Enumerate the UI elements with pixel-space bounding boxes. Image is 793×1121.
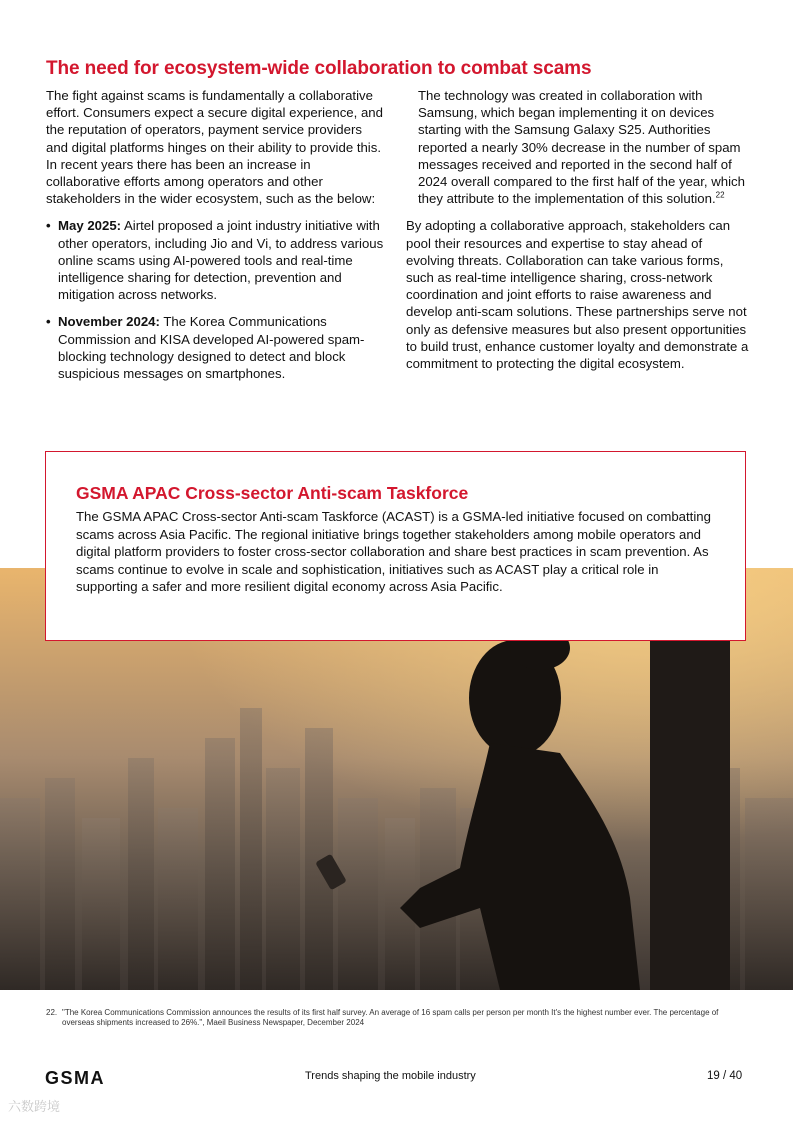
bullet-text: Airtel proposed a joint industry initiative with other operators, including Jio and Vi, to address various online scams using AI-powered tools and real-time intelligence sharing for detection, prevention and mitigation across networks.	[58, 218, 384, 303]
gsma-logo[interactable]: GSMA	[45, 1068, 105, 1088]
bullet-text: The Korea Communications Commission and KISA developed AI-powered spam-blocking technology designed to detect and block suspicious messages on smartphones.	[58, 314, 365, 382]
window-frame	[650, 638, 730, 990]
left-column	[46, 87, 386, 392]
footnote-text: "The Korea Communications Commission announces the results of its first half survey. An average of 16 spam calls per person per month It's the highest number ever. The percentage of overseas shipments increased to 26%.", Maeil Business Newspaper, December 2024	[62, 1008, 719, 1027]
footnote-number: 22.	[46, 1008, 58, 1017]
taskforce-callout-box	[45, 451, 746, 641]
continuation-text: The technology was created in collaboration with Samsung, which began implementing it on devices starting with the Samsung Galaxy S25. Authorities reported a nearly 30% decrease in the number of spam messages received and reported in the second half of 2024 overall compared to the first half of the year, which they attribute to the implementation of this solution.	[418, 88, 745, 207]
bullet-label: May 2025:	[58, 218, 122, 234]
callout-body: The GSMA APAC Cross-sector Anti-scam Taskforce (ACAST) is a GSMA-led initiative focused on combatting scams across Asia Pacific. The regional initiative brings together stakeholders among mobile operators and digital platform providers to foster cross-sector collaboration and share best practices in scam prevention. As scams continue to evolve in scale and sophistication, initiatives such as ACAST play a critical role in supporting a safer and more resilient digital economy across Asia Pacific.	[76, 509, 711, 595]
bullet-item-nov-2024	[46, 313, 386, 382]
page-heading: The need for ecosystem-wide collaboration to combat scams	[46, 58, 592, 79]
bullet-list	[46, 217, 386, 382]
bullet-label: November 2024:	[58, 314, 160, 330]
footnote	[46, 1008, 746, 1028]
bullet-continuation	[406, 87, 751, 207]
watermark-logo: 六数跨境	[8, 1099, 61, 1114]
bullet-item-may-2025	[46, 217, 386, 303]
page-number: 19 / 40	[707, 1070, 743, 1082]
collaboration-paragraph: By adopting a collaborative approach, stakeholders can pool their resources and expertise to stay ahead of evolving threats. Collaboration can take various forms, such as real-time intelligence sharing, cross-network coordination and joint efforts to raise awareness and develop anti-scam solutions. These partnerships serve not only as defensive measures but also present opportunities to build trust, enhance customer loyalty and demonstrate a commitment to protecting the digital ecosystem.	[406, 218, 749, 372]
footnote-reference[interactable]: 22	[715, 190, 725, 200]
callout-title: GSMA APAC Cross-sector Anti-scam Taskforce	[76, 483, 469, 503]
footer-title: Trends shaping the mobile industry	[305, 1070, 476, 1082]
intro-paragraph: The fight against scams is fundamentally a collaborative effort. Consumers expect a secure digital experience, and the reputation of operators, payment service providers and digital platforms hinges on their ability to provide this. In recent years there has been an increase in collaborative efforts among operators and other stakeholders in the wider ecosystem, such as the below:	[46, 88, 383, 207]
right-column	[406, 87, 751, 372]
